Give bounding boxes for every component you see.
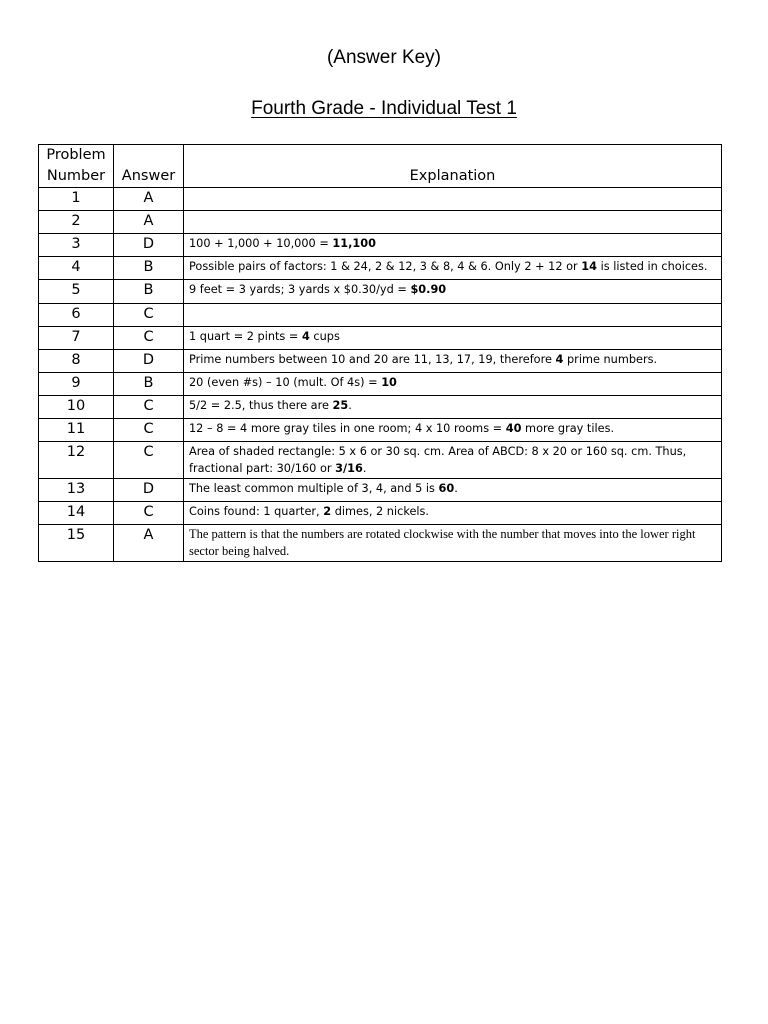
table-row bbox=[39, 234, 722, 257]
problem-number-cell: 6 bbox=[39, 304, 114, 327]
explanation-cell bbox=[184, 396, 722, 419]
explanation-text-end: more gray tiles. bbox=[521, 422, 615, 435]
explanation-answer-value: 25 bbox=[332, 399, 349, 412]
problem-number-cell: 15 bbox=[39, 525, 114, 562]
explanation-text: 5/2 = 2.5, thus there are bbox=[189, 399, 333, 412]
explanation-text: Possible pairs of factors: 1 & 24, 2 & 12, 3 & 8, 4 & 6. Only 2 + 12 or bbox=[189, 260, 582, 273]
problem-header-line1: Problem bbox=[46, 147, 106, 163]
problem-header-line2: Number bbox=[46, 168, 106, 184]
explanation-header: Explanation bbox=[184, 145, 722, 188]
explanation-answer-value: 11,100 bbox=[332, 237, 376, 250]
table-header-row bbox=[39, 145, 722, 188]
explanation-text: 20 (even #s) – 10 (mult. Of 4s) = bbox=[189, 376, 382, 389]
explanation-text-end: . bbox=[454, 482, 458, 495]
answer-cell: C bbox=[114, 502, 184, 525]
page-title-text: Fourth Grade - Individual Test 1 bbox=[251, 98, 517, 119]
explanation-cell bbox=[184, 350, 722, 373]
explanation-answer-value: 14 bbox=[581, 260, 598, 273]
table-row bbox=[39, 188, 722, 211]
explanation-cell bbox=[184, 502, 722, 525]
explanation-cell bbox=[184, 304, 722, 327]
problem-number-cell: 4 bbox=[39, 257, 114, 280]
answer-cell: B bbox=[114, 257, 184, 280]
explanation-text: Area of shaded rectangle: 5 x 6 or 30 sq. cm. Area of ABCD: 8 x 20 or 160 sq. cm. Thus, fractional part: 30/160 or bbox=[189, 445, 687, 475]
answer-cell: D bbox=[114, 479, 184, 502]
explanation-cell bbox=[184, 327, 722, 350]
answer-cell: B bbox=[114, 280, 184, 304]
explanation-cell bbox=[184, 257, 722, 280]
table-row bbox=[39, 257, 722, 280]
answer-header: Answer bbox=[114, 145, 184, 188]
answer-key-label: (Answer Key) bbox=[326, 47, 442, 68]
table-row bbox=[39, 442, 722, 479]
page-title bbox=[0, 97, 768, 121]
table-row bbox=[39, 280, 722, 304]
answer-cell: D bbox=[114, 350, 184, 373]
table-row bbox=[39, 479, 722, 502]
answer-cell: B bbox=[114, 373, 184, 396]
problem-number-cell: 8 bbox=[39, 350, 114, 373]
problem-number-cell: 1 bbox=[39, 188, 114, 211]
table-row bbox=[39, 525, 722, 562]
problem-number-cell: 3 bbox=[39, 234, 114, 257]
problem-number-cell: 7 bbox=[39, 327, 114, 350]
table-row bbox=[39, 327, 722, 350]
explanation-answer-value: 4 bbox=[301, 330, 310, 343]
answer-key-table bbox=[38, 144, 722, 562]
explanation-text-end: dimes, 2 nickels. bbox=[331, 505, 430, 518]
answer-cell: C bbox=[114, 327, 184, 350]
explanation-text-end: . bbox=[362, 462, 367, 475]
explanation-text: 1 quart = 2 pints = bbox=[189, 330, 302, 343]
answer-cell: A bbox=[114, 188, 184, 211]
explanation-text: The least common multiple of 3, 4, and 5 is bbox=[189, 482, 439, 495]
explanation-cell bbox=[184, 188, 722, 211]
problem-number-cell: 14 bbox=[39, 502, 114, 525]
answer-cell: A bbox=[114, 525, 184, 562]
answer-cell: C bbox=[114, 396, 184, 419]
problem-number-cell: 12 bbox=[39, 442, 114, 479]
explanation-answer-value: 40 bbox=[505, 422, 522, 435]
explanation-text-end: prime numbers. bbox=[563, 353, 658, 366]
explanation-text: 12 – 8 = 4 more gray tiles in one room; 4 x 10 rooms = bbox=[189, 422, 506, 435]
problem-number-cell: 5 bbox=[39, 280, 114, 304]
explanation-text-end: cups bbox=[309, 330, 340, 343]
problem-number-cell: 2 bbox=[39, 211, 114, 234]
explanation-text: 9 feet = 3 yards; 3 yards x $0.30/yd = bbox=[189, 283, 411, 296]
explanation-cell bbox=[184, 280, 722, 304]
explanation-cell bbox=[184, 373, 722, 396]
explanation-answer-value: 3/16 bbox=[335, 462, 363, 475]
explanation-cell bbox=[184, 234, 722, 257]
explanation-cell bbox=[184, 479, 722, 502]
table-row bbox=[39, 211, 722, 234]
explanation-answer-value: 2 bbox=[323, 505, 332, 518]
explanation-cell bbox=[184, 419, 722, 442]
answer-cell: A bbox=[114, 211, 184, 234]
explanation-text-end: . bbox=[348, 399, 352, 412]
table-row bbox=[39, 396, 722, 419]
explanation-cell bbox=[184, 442, 722, 479]
table-row bbox=[39, 350, 722, 373]
explanation-text: The pattern is that the numbers are rotated clockwise with the number that moves into the lower right sector being halved. bbox=[189, 527, 696, 558]
explanation-cell bbox=[184, 525, 722, 562]
table-row bbox=[39, 373, 722, 396]
explanation-cell bbox=[184, 211, 722, 234]
answer-cell: C bbox=[114, 419, 184, 442]
answer-cell: C bbox=[114, 304, 184, 327]
explanation-text: Coins found: 1 quarter, bbox=[189, 505, 324, 518]
table-row bbox=[39, 419, 722, 442]
problem-number-cell: 9 bbox=[39, 373, 114, 396]
table-row bbox=[39, 502, 722, 525]
explanation-answer-value: 10 bbox=[381, 376, 397, 389]
explanation-text: Prime numbers between 10 and 20 are 11, 13, 17, 19, therefore bbox=[189, 353, 556, 366]
explanation-text-end: is listed in choices. bbox=[597, 260, 708, 273]
answer-cell: D bbox=[114, 234, 184, 257]
table-row bbox=[39, 304, 722, 327]
problem-number-cell: 13 bbox=[39, 479, 114, 502]
explanation-answer-value: $0.90 bbox=[410, 283, 447, 296]
problem-number-cell: 11 bbox=[39, 419, 114, 442]
problem-number-cell: 10 bbox=[39, 396, 114, 419]
explanation-text: 100 + 1,000 + 10,000 = bbox=[189, 237, 333, 250]
explanation-answer-value: 60 bbox=[438, 482, 455, 495]
explanation-answer-value: 4 bbox=[555, 353, 564, 366]
answer-cell: C bbox=[114, 442, 184, 479]
problem-number-header bbox=[39, 145, 114, 188]
